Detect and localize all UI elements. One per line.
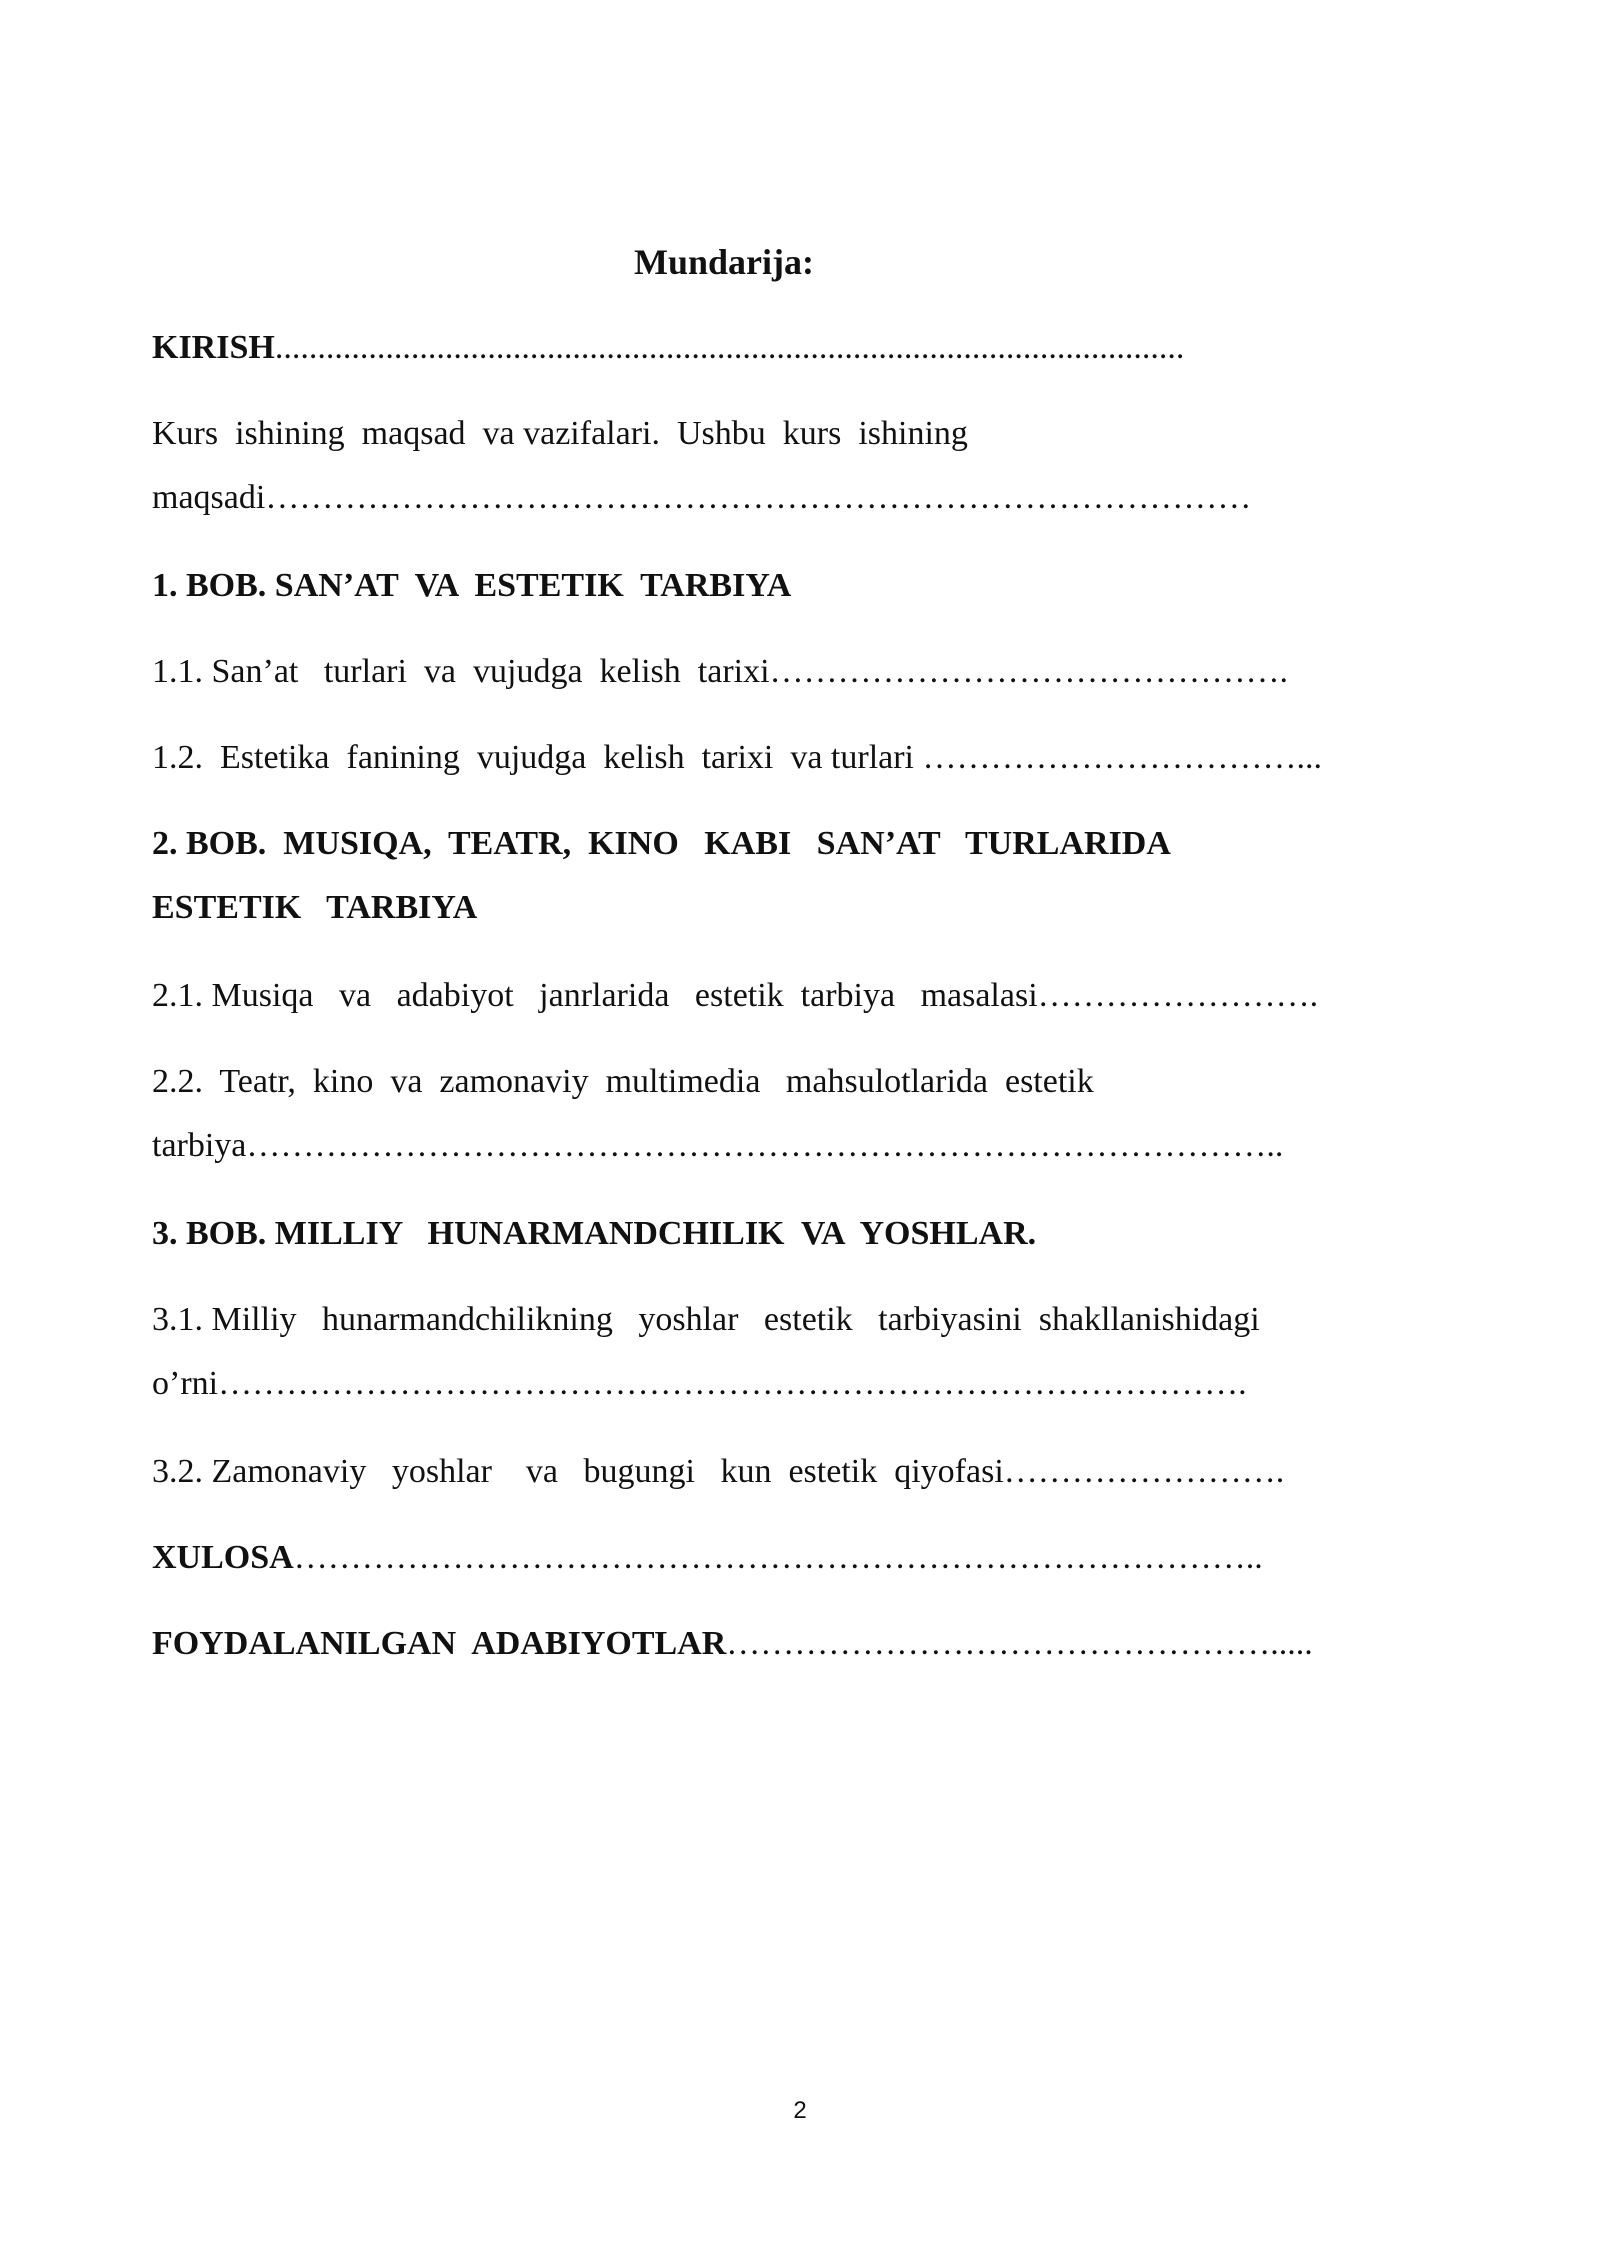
toc-entry-adabiyotlar xyxy=(152,1624,1313,1664)
page-title: Mundarija: xyxy=(634,242,814,282)
toc-entry-label: 3.2. Zamonaviy yoshlar va bugungi kun estetik qiyofasi xyxy=(152,1453,1004,1490)
toc-leader-dots: ……………………………………………………………………………….. xyxy=(246,1127,1284,1164)
toc-entry-label: 1.2. Estetika fanining vujudga kelish tarixi va turlari xyxy=(152,739,923,776)
toc-entry-3-1-line2 xyxy=(152,1364,1247,1404)
toc-entry-label: XULOSA xyxy=(152,1539,294,1576)
toc-leader-dots: ………………………………………………………………………….. xyxy=(293,1539,1263,1576)
toc-entry-label: maqsadi xyxy=(152,479,266,516)
toc-entry-1-2 xyxy=(152,738,1322,778)
toc-entry-2-1 xyxy=(152,976,1318,1016)
toc-chapter-2-line1: 2. BOB. MUSIQA, TEATR, KINO KABI SAN’AT TURLARIDA xyxy=(152,825,1171,862)
toc-chapter-1: 1. BOB. SAN’AT VA ESTETIK TARBIYA xyxy=(152,567,792,604)
toc-leader-dots: ……………………………... xyxy=(922,739,1322,776)
toc-entry-kirish xyxy=(152,328,1184,368)
toc-leader-dots: …………………………………………..... xyxy=(726,1625,1313,1662)
toc-entry-label: o’rni xyxy=(152,1365,219,1402)
toc-entry-maqsadi xyxy=(152,478,1251,518)
toc-entry-2-2-line1: 2.2. Teatr, kino va zamonaviy multimedia mahsulotlarida estetik xyxy=(152,1063,1094,1100)
toc-chapter-3: 3. BOB. MILLIY HUNARMANDCHILIK VA YOSHLAR. xyxy=(152,1215,1037,1252)
toc-leader-dots: ………………………………………. xyxy=(769,653,1289,690)
toc-entry-2-2-line2 xyxy=(152,1126,1283,1166)
toc-entry-3-1-line1: 3.1. Milliy hunarmandchilikning yoshlar estetik tarbiyasini shakllanishidagi xyxy=(152,1301,1260,1338)
toc-leader-dots: ………………………………………………………………………………. xyxy=(218,1365,1247,1402)
toc-leader-dots: …………………………………………………………………………… xyxy=(265,479,1252,516)
toc-entry-line: Kurs ishining maqsad va vazifalari. Ushbu kurs ishining xyxy=(152,415,968,452)
toc-leader-dots: ……………………. xyxy=(1037,977,1319,1014)
toc-entry-1-1 xyxy=(152,652,1288,692)
toc-leader-dots: ……………………. xyxy=(1003,1453,1285,1490)
toc-entry-label: tarbiya xyxy=(152,1127,247,1164)
toc-entry-xulosa xyxy=(152,1538,1263,1578)
toc-entry-label: 2.1. Musiqa va adabiyot janrlarida estetik tarbiya masalasi xyxy=(152,977,1038,1014)
toc-entry-label: FOYDALANILGAN ADABIYOTLAR xyxy=(152,1625,727,1662)
toc-chapter-2-line2: ESTETIK TARBIYA xyxy=(152,889,478,926)
page-number: 2 xyxy=(793,2097,807,2124)
toc-entry-label: KIRISH xyxy=(152,329,275,366)
toc-entry-label: 1.1. San’at turlari va vujudga kelish tarixi xyxy=(152,653,770,690)
toc-entry-3-2 xyxy=(152,1452,1284,1492)
toc-leader-dots: ........................................................................................................... xyxy=(274,329,1185,366)
